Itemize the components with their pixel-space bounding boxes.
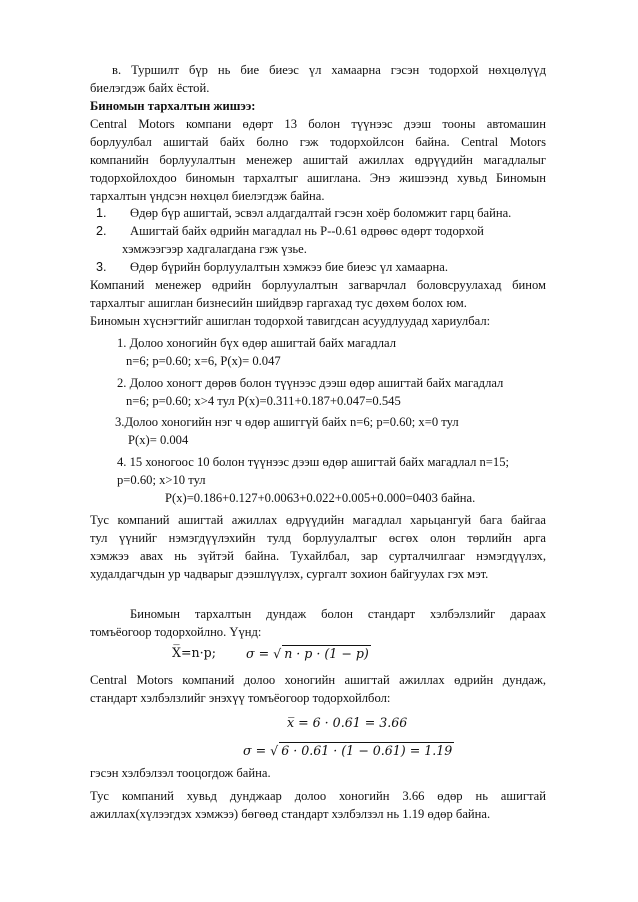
sigma-radicand: 6 · 0.61 · (1 − 0.61) = 1.19	[281, 743, 453, 758]
paragraph-line: Компаний менежер өдрийн борлуулалтын загварчлал боловсруулахад бином	[90, 278, 546, 292]
question-answer: n=6; p=0.60; x=6, P(x)= 0.047	[126, 354, 281, 368]
question-item: 1. Долоо хоногийн бүх өдөр ашигтай байх магадлал	[117, 336, 397, 350]
paragraph-line: тархалтын үндсэн нөхцөл биелэгдэж байна.	[90, 189, 325, 203]
sigma-formula	[246, 645, 371, 662]
paragraph-line: компанийн борлуулалтын менежер ашигтай ажиллах өдрүүдийн магадлалыг	[90, 153, 546, 167]
list-item: Ашигтай байх өдрийн магадлал нь P--0.61 өдрөөс өдөрт тодорхой	[130, 224, 484, 238]
mean-formula: X̅=n·p;	[172, 645, 216, 660]
paragraph-line: томъёогоор тодорхойлно. Үүнд:	[90, 625, 262, 639]
question-answer: P(x)=0.186+0.127+0.0063+0.022+0.005+0.000=0403 байна.	[165, 491, 476, 505]
paragraph-line: Биномын тархалтын дундаж болон стандарт хэлбэлзлийг дараах	[130, 607, 546, 621]
paragraph-line: в. Туршилт бүр нь бие биеэс үл хамаарна гэсэн тодорхой нөхцөлүүд	[112, 63, 546, 77]
paragraph-line: Central Motors компаний долоо хоногийн ашигтай ажиллах өдрийн дундаж,	[90, 673, 546, 687]
paragraph-line: Central Motors компани өдөрт 13 болон түүнээс дээш тооны автомашин	[90, 117, 546, 131]
paragraph-line: ажиллах(хүлээгдэх хэмжээ) бөгөөд стандарт хэлбэлзэл нь 1.19 өдөр байна.	[90, 807, 491, 821]
paragraph-line: Тус компаний ашигтай ажиллах өдрүүдийн магадлал харьцангуй бага байгаа	[90, 513, 546, 527]
list-number: 3.	[96, 260, 107, 274]
paragraph-line: Биномын хүснэгтийг ашиглан тодорхой тавигдсан асуудлуудад хариулбал:	[90, 314, 491, 328]
paragraph-line: хэмжээ авах нь зүйтэй байна. Тухайлбал, зар сурталчилгааг нэмэгдүүлэх,	[90, 549, 546, 563]
sqrt-sign: √	[270, 743, 279, 758]
paragraph-line: тул үүнийг нэмэгдүүлэхийн тулд борлуулалтыг өсгөх олон төрлийн арга	[90, 531, 546, 545]
question-item: 3.Долоо хоногийн нэг ч өдөр ашиггүй байх n=6; p=0.60; x=0 тул	[115, 415, 459, 429]
paragraph-line: биелэгдэж байх ёстой.	[90, 81, 210, 95]
sigma-lhs: σ =	[246, 646, 274, 661]
mean-calculation: x̅ = 6 · 0.61 = 3.66	[287, 715, 408, 730]
sigma-radicand: n · p · (1 − p)	[284, 646, 369, 661]
paragraph-line: стандарт хэлбэлзлийг энэхүү томъёогоор тодорхойлбол:	[90, 691, 391, 705]
question-answer: n=6; p=0.60; x>4 тул P(x)=0.311+0.187+0.047=0.545	[126, 394, 401, 408]
list-item: Өдөр бүр ашигтай, эсвэл алдагдалтай гэсэн хоёр боломжит гарц байна.	[130, 206, 512, 220]
sqrt-sign: √	[273, 646, 282, 661]
list-item: Өдөр бүрийн борлуулалтын хэмжээ бие биеэс үл хамаарна.	[130, 260, 449, 274]
paragraph-line: гэсэн хэлбэлзэл тооцогдож байна.	[90, 766, 271, 780]
paragraph-line: тархалтыг ашиглан бизнесийн шийдвэр гаргахад тус дөхөм болох юм.	[90, 296, 467, 310]
sigma-calculation	[243, 742, 454, 759]
paragraph-line: худалдагчдын ур чадварыг дээшлүүлэх, сургалт зохион байгуулах гэх мэт.	[90, 567, 489, 581]
question-answer: p=0.60; x>10 тул	[117, 473, 206, 487]
sigma-lhs: σ =	[243, 743, 271, 758]
section-heading: Биномын тархалтын жишээ:	[90, 99, 256, 113]
question-answer: P(x)= 0.004	[128, 433, 189, 447]
question-item: 4. 15 хоногоос 10 болон түүнээс дээш өдөр ашигтай байх магадлал n=15;	[117, 455, 509, 469]
list-number: 1.	[96, 206, 107, 220]
paragraph-line: борлуулбал ашигтай байх болно гэж тодорхойлсон байна. Central Motors	[90, 135, 546, 149]
list-item-continuation: хэмжээгээр хадгалагдана гэж үзье.	[122, 242, 307, 256]
paragraph-line: тодорхойлохдоо биномын тархалтыг ашиглана. Энэ жишээнд хувьд Биномын	[90, 171, 546, 185]
list-number: 2.	[96, 224, 107, 238]
paragraph-line: Тус компаний хувьд дунджаар долоо хоногийн 3.66 өдөр нь ашигтай	[90, 789, 546, 803]
question-item: 2. Долоо хоногт дөрөв болон түүнээс дээш өдөр ашигтай байх магадлал	[117, 376, 504, 390]
